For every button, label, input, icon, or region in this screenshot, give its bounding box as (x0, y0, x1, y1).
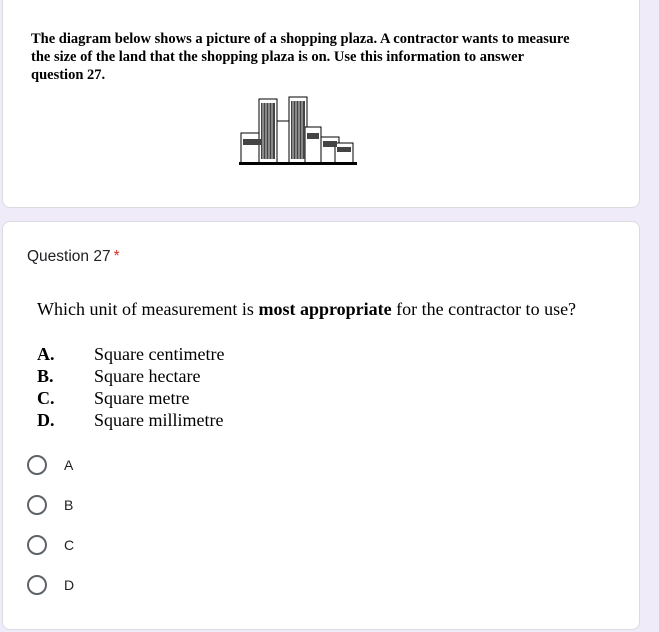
options-list (37, 343, 224, 431)
question-title-label: Question 27 (27, 248, 111, 265)
intro-line-2: the size of the land that the shopping plaza is on. Use this information to answer (31, 49, 525, 65)
option-row (37, 343, 224, 365)
radio-unchecked-icon[interactable] (27, 535, 47, 555)
intro-line-3: question 27. (31, 67, 106, 83)
question-title (27, 248, 120, 266)
choice-label: C (64, 537, 75, 553)
intro-card (2, 0, 640, 208)
choice-label: A (64, 457, 74, 473)
buildings-icon (239, 93, 359, 165)
question-card (2, 221, 640, 630)
option-text: Square metre (94, 388, 190, 408)
option-letter: C. (37, 388, 55, 408)
question-text-after: for the contractor to use? (391, 299, 577, 319)
intro-text (31, 30, 621, 84)
intro-line-1: The diagram below shows a picture of a shopping plaza. A contractor wants to measure (31, 31, 570, 47)
option-letter: D. (37, 410, 55, 430)
option-row (37, 365, 224, 387)
question-text (37, 299, 576, 320)
choice-a[interactable] (27, 455, 73, 475)
choice-label: D (64, 577, 75, 593)
radio-unchecked-icon[interactable] (27, 495, 47, 515)
choice-b[interactable] (27, 495, 73, 515)
question-text-bold: most appropriate (258, 299, 392, 319)
option-row (37, 409, 224, 431)
radio-unchecked-icon[interactable] (27, 455, 47, 475)
choice-c[interactable] (27, 535, 74, 555)
option-text: Square centimetre (94, 344, 225, 364)
option-text: Square millimetre (94, 410, 224, 430)
required-mark: * (113, 248, 120, 265)
choice-d[interactable] (27, 575, 74, 595)
option-letter: A. (37, 344, 55, 364)
option-text: Square hectare (94, 366, 201, 386)
radio-unchecked-icon[interactable] (27, 575, 47, 595)
question-text-before: Which unit of measurement is (37, 299, 259, 319)
choice-label: B (64, 497, 74, 513)
option-letter: B. (37, 366, 54, 386)
option-row (37, 387, 224, 409)
